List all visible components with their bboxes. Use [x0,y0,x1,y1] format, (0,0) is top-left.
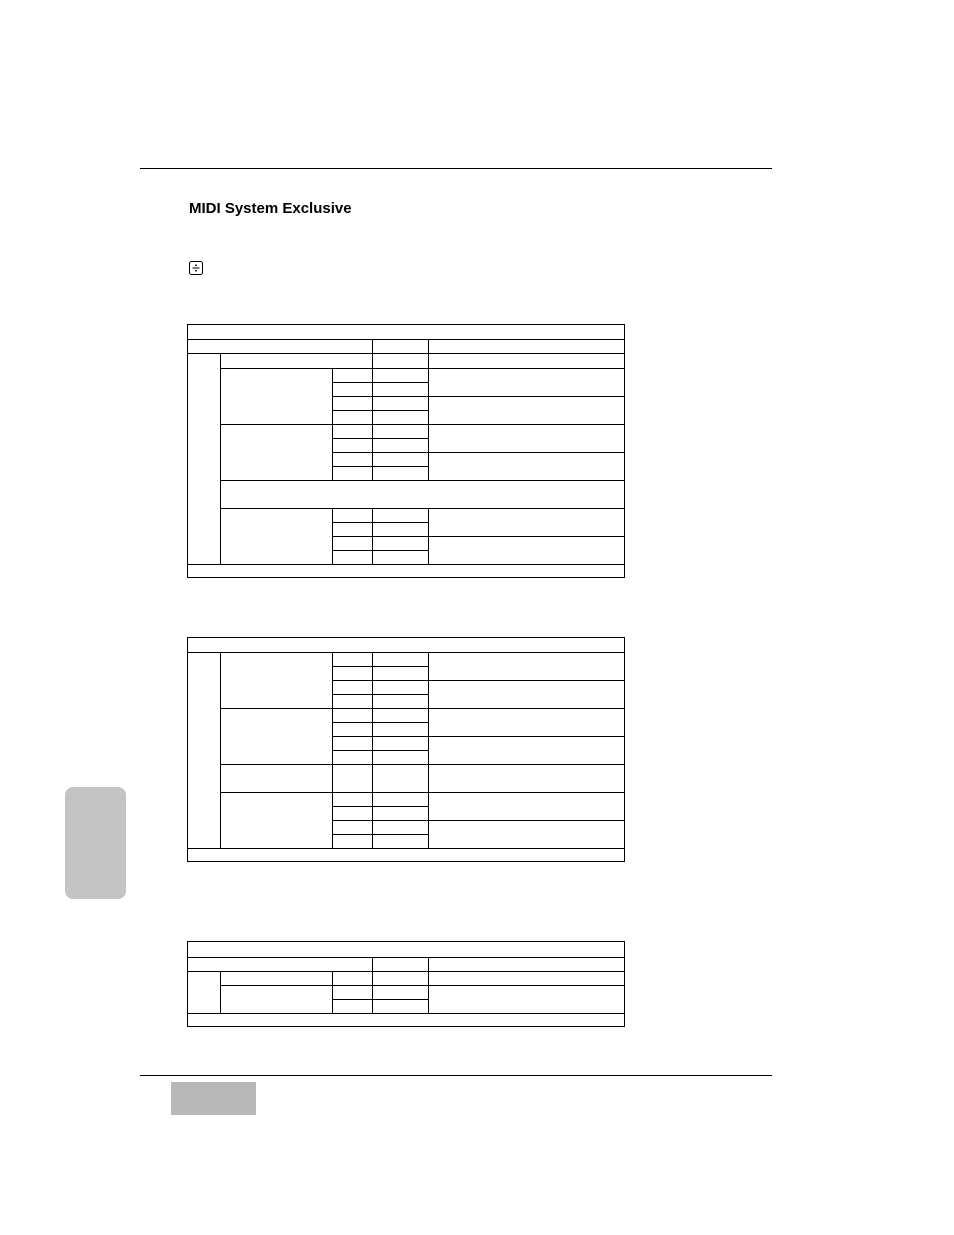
header-rule [140,168,772,169]
table-3 [187,941,625,1027]
footer-rule [140,1075,772,1076]
section-heading: MIDI System Exclusive [189,200,352,217]
page-number-box [171,1082,256,1115]
table-1 [187,324,625,578]
table-2 [187,637,625,862]
divide-note-icon [189,261,203,275]
chapter-side-tab [65,787,126,899]
